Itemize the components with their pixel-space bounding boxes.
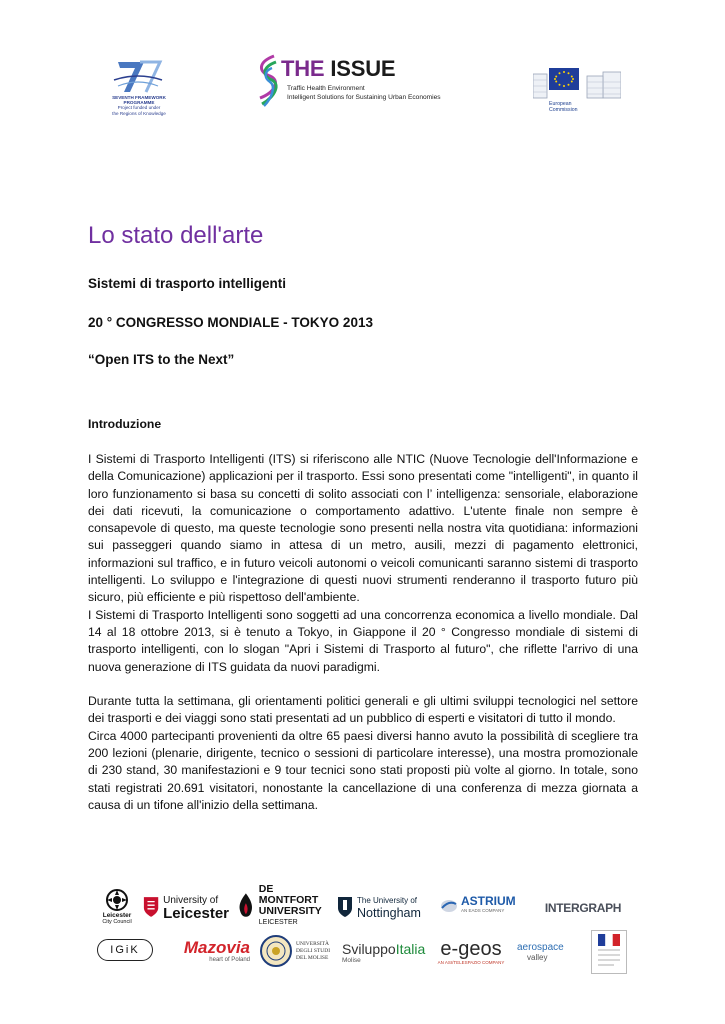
uni-leicester-line2: Leicester: [163, 905, 229, 922]
congress-heading: 20 ° CONGRESSO MONDIALE - TOKYO 2013: [88, 315, 373, 330]
mazovia-tag: heart of Poland: [209, 957, 250, 963]
egeos-tag: AN ASI/TELESPAZIO COMPANY: [437, 959, 505, 965]
fp7-caption-1: SEVENTH FRAMEWORK: [112, 95, 166, 100]
nottingham-line2: Nottingham: [357, 906, 421, 920]
ec-caption-2: Commission: [549, 107, 578, 113]
aerospace-line2: valley: [527, 953, 548, 962]
dmu-flame-icon: [236, 891, 256, 921]
issue-swirl-icon: [254, 54, 280, 108]
aerospace-valley-logo: [517, 936, 577, 968]
sviluppo-name-b: Italia: [395, 940, 426, 957]
intergraph-name: INTERGRAPH: [544, 901, 622, 915]
igik-name: IGiK: [110, 944, 140, 956]
leicester-city-line2: City Council: [102, 919, 132, 925]
paragraph-4: Circa 4000 partecipanti provenienti da oltre 65 paesi diversi hanno avuto la possibilità di scegliere tra 200 lezioni (plenarie, dirigente, tecnico o sessioni di particolare interesse), una mostra promozionale di 230 stand, 30 manifestazioni e 9 tour tecnici sono stati proposti più volte al giorno. In totale, sono stati registrati 20.691 visitatori, nonostante la cancellazione di una conferenza di mezza giornata a causa di un tifone all'inizio della settimana.: [88, 728, 638, 812]
molise-line1: UNIVERSITÀ: [296, 940, 329, 947]
leicester-shield-icon: [143, 895, 159, 919]
paragraph-1: I Sistemi di Trasporto Intelligenti (ITS) si riferiscono alle NTIC (Nuove Tecnologie dell'Informazione e della Comunicazione) applicazioni per il trasporto. Essi sono presentati come "intelligenti", in quanto il loro funzionamento si basa su concetti di solito associati con l’ intelligenza: sensoriale, elaborazione dei dati ricevuti, la comunicazione o comportamento adattivo. L'utente finale non sempre è consapevole di questo, ma queste tecnologie sono presenti nella nostra vita quotidiana: informazioni sui passeggeri quando siamo in attesa di un metro, ausili, mezzi di pagamento elettronici, informazioni sul traffico, e in futuro veicoli autonomi o veicoli comunicanti saranno sistemi di trasporto intelligenti. Lo sviluppo e l'integrazione di questi nuovi strumenti renderanno il trasporto futuro più sicuro, più efficiente e più rispettoso dell'ambiente.: [88, 452, 638, 605]
university-of-nottingham-logo: [337, 891, 433, 923]
paragraph-2: I Sistemi di Trasporto Intelligenti sono soggetti ad una concorrenza economica a livello mondiale. Dal 14 al 18 ottobre 2013, si è tenuto a Tokyo, in Giappone il 20 ° Congresso mondiale di sistemi di trasporto intelligenti, con lo slogan "Apri i Sistemi di Trasporto al futuro", che riflette l'arrivo di una nuova generazione di ITS guidata da nuovi paradigmi.: [88, 607, 638, 674]
document-subtitle: Sistemi di trasporto intelligenti: [88, 276, 287, 291]
astrium-tag: AN EADS COMPANY: [461, 908, 505, 913]
section-heading: Introduzione: [88, 417, 162, 431]
fp7-caption-4: the Regions of Knowledge: [112, 110, 166, 116]
leicester-city-line1: Leicester: [102, 912, 132, 919]
igik-logo: [97, 939, 153, 961]
european-commission-logo: [533, 68, 621, 120]
fp7-emblem-icon: [104, 58, 174, 96]
slogan-heading: “Open ITS to the Next”: [88, 352, 235, 367]
dmu-line3: LEICESTER: [258, 919, 298, 926]
french-flag-icon: [598, 934, 620, 946]
nottingham-crest-icon: [337, 896, 353, 918]
leicester-city-council-logo: [96, 884, 138, 930]
ec-caption-1: European: [549, 101, 572, 107]
issue-subtitle-2: Intelligent Solutions for Sustaining Urban Economies: [287, 94, 441, 101]
issue-subtitle-1: Traffic Health Environment: [287, 85, 365, 92]
sviluppo-name-a: Sviluppo: [342, 940, 396, 957]
issue-word-the: THE: [281, 56, 325, 81]
de-montfort-university-logo: [236, 883, 328, 926]
molise-seal-icon: [260, 935, 292, 967]
paragraph-3: Durante tutta la settimana, gli orientamenti politici generali e gli ultimi sviluppi tecnologici nel settore dei trasporti e dei viaggi sono stati presentati ad un pubblico di esperti e visitatori di tutto il mondo.: [88, 694, 638, 726]
molise-line3: DEL MOLISE: [296, 954, 329, 961]
aerospace-line1: aerospace: [517, 942, 564, 953]
fp7-caption-2: PROGRAMME: [123, 100, 155, 106]
nottingham-line1: The University of: [357, 896, 418, 905]
french-republic-logo: [591, 930, 627, 974]
document-body: [88, 451, 638, 814]
dmu-line2: UNIVERSITY: [258, 905, 322, 917]
sviluppo-italia-logo: [342, 936, 426, 968]
astrium-logo: [440, 893, 524, 919]
university-of-leicester-logo: [143, 891, 229, 923]
mazovia-logo: [172, 934, 250, 968]
astrium-name: ASTRIUM: [461, 894, 516, 908]
mazovia-name: Mazovia: [183, 938, 250, 957]
the-issue-logo: [254, 54, 444, 109]
document-lines-icon: [596, 946, 622, 970]
dmu-line1: DE MONTFORT: [258, 883, 319, 906]
issue-word-issue: ISSUE: [330, 56, 396, 81]
universita-molise-logo: [260, 933, 336, 969]
issue-title: [281, 56, 395, 82]
document-title: Lo stato dell'arte: [88, 222, 264, 249]
fp7-logo: [104, 58, 174, 122]
molise-line2: DEGLI STUDI: [296, 947, 331, 954]
uni-leicester-line1: University of: [163, 895, 219, 906]
fp7-caption-3: Project funded under: [117, 105, 161, 111]
astrium-swoosh-icon: [440, 898, 458, 914]
egeos-name: e-geos: [440, 937, 502, 960]
e-geos-logo: [432, 934, 510, 968]
tudor-rose-icon: [104, 888, 130, 912]
intergraph-logo: [540, 898, 626, 918]
sviluppo-tag: Molise: [342, 956, 361, 964]
berlaymont-building-icon: [533, 68, 621, 102]
